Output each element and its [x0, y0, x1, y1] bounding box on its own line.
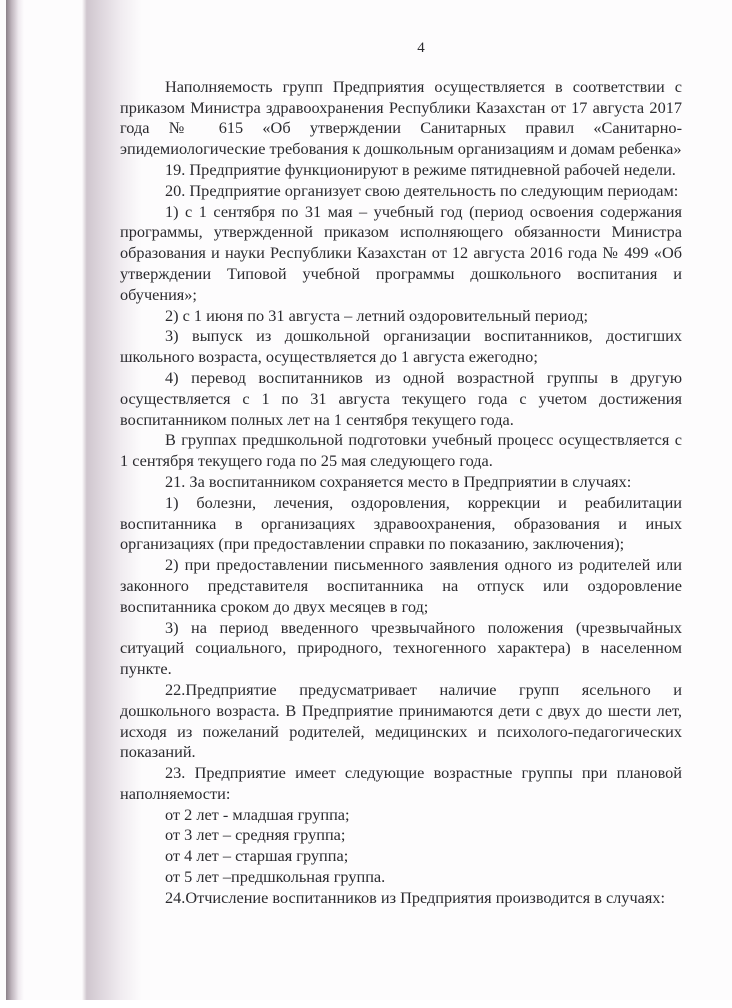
age-group-item: от 3 лет – средняя группа;	[165, 825, 346, 845]
paragraph-preschool-process: В группах предшкольной подготовки учебный процесс осуществляется с 1 сентября текущего года по 25 мая следующего года.	[120, 430, 682, 471]
paragraph-20-item-4: 4) перевод воспитанников из одной возрастной группы в другую осуществляется с 1 по 31 августа текущего года с учетом достижения воспитанником полных лет на 1 сентября текущего года.	[120, 367, 682, 429]
paragraph-23: 23. Предприятие имеет следующие возрастные группы при плановой наполняемости:	[120, 763, 682, 803]
paragraph-20-item-3: 3) выпуск из дошкольной организации воспитанников, достигших школьного возраста, осуществляется до 1 августа ежегодно;	[120, 326, 682, 367]
paragraph-19: 19. Предприятие функционируют в режиме пятидневной рабочей недели.	[165, 159, 676, 179]
paragraph-22: 22.Предприятие предусматривает наличие групп ясельного и дошкольного возраста. В Предприятие принимаются дети с двух до шести лет, исходя из пожеланий родителей, медицинских и психолого-педагогических показаний.	[120, 679, 682, 762]
paragraph-20-item-1: 1) с 1 сентября по 31 мая – учебный год (период освоения содержания программы, утвержденной приказом исполняющего обязанности Министра образования и науки Республики Казахстан от 12 августа 2016 года № 499 «Об утверждении Типовой учебной программы дошкольного воспитания и обучения»;	[120, 201, 682, 304]
page-number: 4	[417, 40, 425, 56]
paragraph-20-item-2: 2) с 1 июня по 31 августа – летний оздоровительный период;	[165, 305, 589, 325]
age-group-item: от 4 лет – старшая группа;	[165, 846, 349, 866]
document-page	[120, 38, 682, 909]
age-group-item: от 5 лет –предшкольная группа.	[165, 867, 386, 887]
age-group-item: от 2 лет - младшая группа;	[165, 804, 350, 824]
paragraph-21: 21. За воспитанником сохраняется место в Предприятии в случаях:	[165, 471, 632, 491]
paragraph-24: 24.Отчисление воспитанников из Предприятия производится в случаях:	[165, 887, 666, 907]
paragraph-20: 20. Предприятие организует свою деятельность по следующим периодам:	[165, 180, 679, 200]
paragraph-21-item-2: 2) при предоставлении письменного заявления одного из родителей или законного представителя воспитанника на отпуск или оздоровление воспитанника сроком до двух месяцев в год;	[120, 555, 682, 616]
scan-edge-shadow	[6, 0, 24, 1000]
paragraph-21-item-3: 3) на период введенного чрезвычайного положения (чрезвычайных ситуаций социального, природного, техногенного характера) в населенном пункте.	[120, 617, 682, 679]
paragraph-21-item-1: 1) болезни, лечения, оздоровления, коррекции и реабилитации воспитанника в организациях здравоохранения, образования и иных организациях (при предоставлении справки по показанию, заключения);	[120, 492, 682, 554]
paragraph-occupancy: Наполняемость групп Предприятия осуществляется в соответствии с приказом Министра здравоохранения Республики Казахстан от 17 августа 2017 года № 615 «Об утверждении Санитарных правил «Санитарно-эпидемиологические требования к дошкольным организациям и домам ребенка»	[120, 76, 682, 159]
